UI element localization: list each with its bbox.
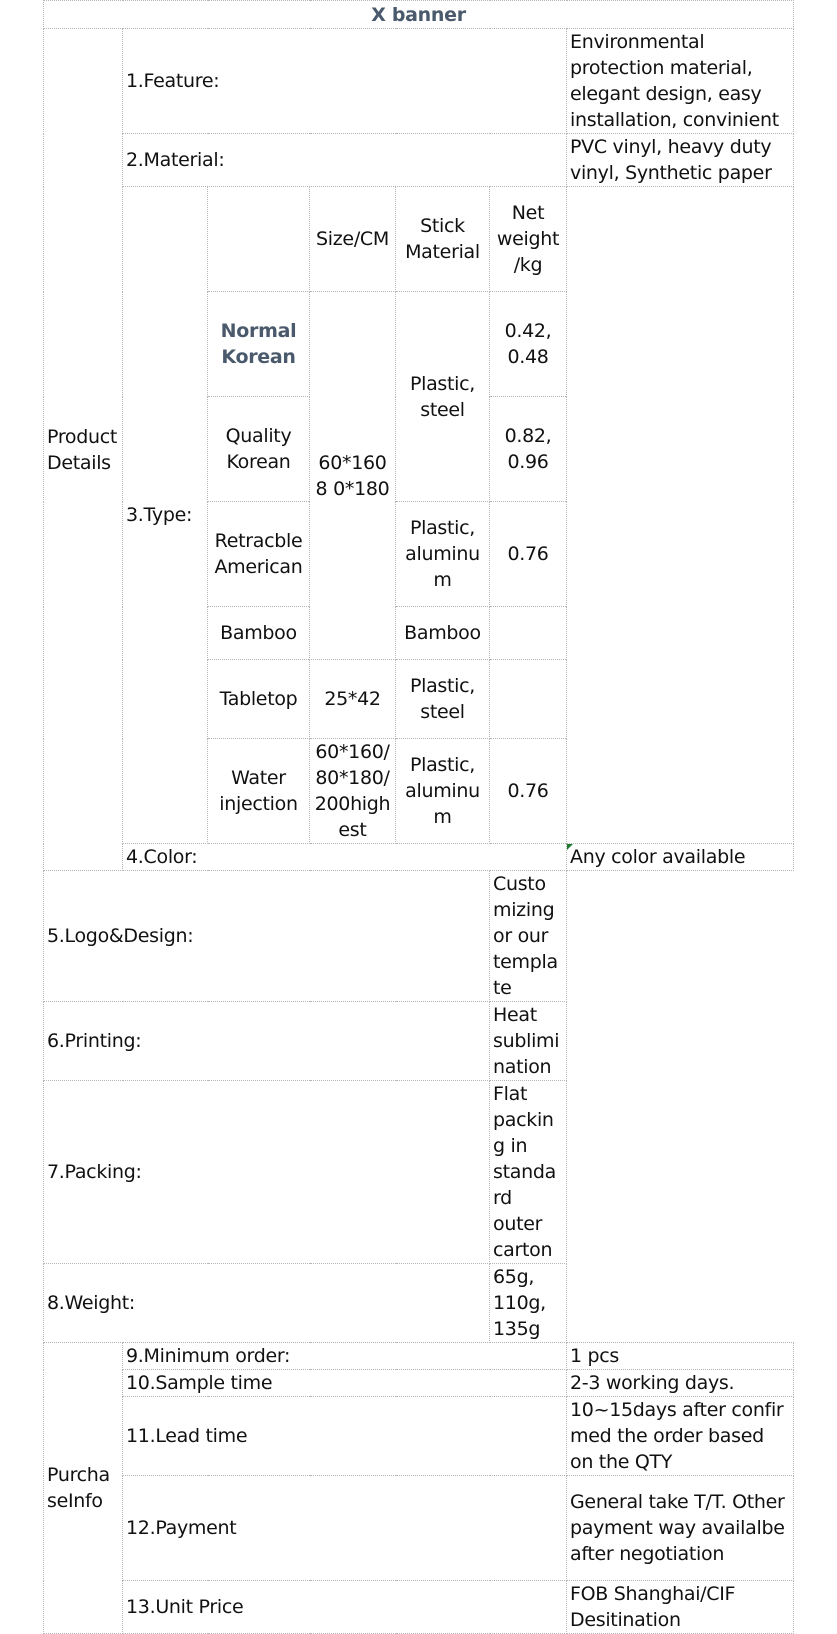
lead-label: 11.Lead time (123, 1397, 567, 1476)
type-value-blank (567, 187, 794, 844)
material-label: 2.Material: (123, 134, 567, 187)
type-retractable-stick: Plastic, aluminu m (396, 502, 490, 607)
type-header-size: Size/CM (310, 187, 396, 292)
weight-value: 65g, 110g, 135g (490, 1264, 567, 1343)
min-order-value: 1 pcs (567, 1343, 794, 1370)
type-label: 3.Type: (123, 187, 208, 844)
feature-label: 1.Feature: (123, 29, 567, 134)
type-korean-size: 60*1608 0*180 (310, 292, 396, 660)
type-bamboo-weight (490, 607, 567, 660)
printing-value: Heat sublimination (490, 1002, 567, 1081)
spec-table (43, 0, 794, 1634)
printing-label: 6.Printing: (44, 1002, 490, 1081)
price-label: 13.Unit Price (123, 1581, 567, 1634)
lead-value: 10~15days after confir med the order based on the QTY (567, 1397, 794, 1476)
type-retractable-weight: 0.76 (490, 502, 567, 607)
type-retractable: Retracble American (208, 502, 310, 607)
price-value: FOB Shanghai/CIF Desitination (567, 1581, 794, 1634)
type-water-weight: 0.76 (490, 739, 567, 844)
type-water-stick: Plastic, aluminu m (396, 739, 490, 844)
type-normal-korean: Normal Korean (208, 292, 310, 397)
type-bamboo-stick: Bamboo (396, 607, 490, 660)
type-tabletop-weight (490, 660, 567, 739)
sample-label: 10.Sample time (123, 1370, 567, 1397)
type-header-blank (208, 187, 310, 292)
section-purchase-info: Purcha seInfo (44, 1343, 123, 1634)
type-quality-korean: Quality Korean (208, 397, 310, 502)
color-value: Any color available (567, 844, 794, 871)
type-tabletop: Tabletop (208, 660, 310, 739)
color-label: 4.Color: (123, 844, 567, 871)
payment-value: General take T/T. Other payment way availalbe after negotiation (567, 1476, 794, 1581)
type-water-size: 60*160/ 80*180/ 200high est (310, 739, 396, 844)
type-normal-weight: 0.42, 0.48 (490, 292, 567, 397)
packing-value: Flat packing in standard outer carton (490, 1081, 567, 1264)
type-tabletop-size: 25*42 (310, 660, 396, 739)
feature-value: Environmental protection material, elegant design, easy installation, convinient (567, 29, 794, 134)
type-water-injection: Water injection (208, 739, 310, 844)
type-korean-stick: Plastic, steel (396, 292, 490, 502)
type-bamboo: Bamboo (208, 607, 310, 660)
logo-value: Customizing or our template (490, 871, 567, 1002)
type-header-stick: Stick Material (396, 187, 490, 292)
payment-label: 12.Payment (123, 1476, 567, 1581)
sample-value: 2-3 working days. (567, 1370, 794, 1397)
packing-label: 7.Packing: (44, 1081, 490, 1264)
material-value: PVC vinyl, heavy duty vinyl, Synthetic paper (567, 134, 794, 187)
logo-label: 5.Logo&Design: (44, 871, 490, 1002)
type-header-weight: Net weight /kg (490, 187, 567, 292)
table-title: X banner (44, 1, 794, 29)
min-order-label: 9.Minimum order: (123, 1343, 567, 1370)
type-tabletop-stick: Plastic, steel (396, 660, 490, 739)
weight-label: 8.Weight: (44, 1264, 490, 1343)
section-product-details: Product Details (44, 29, 123, 871)
type-quality-weight: 0.82, 0.96 (490, 397, 567, 502)
